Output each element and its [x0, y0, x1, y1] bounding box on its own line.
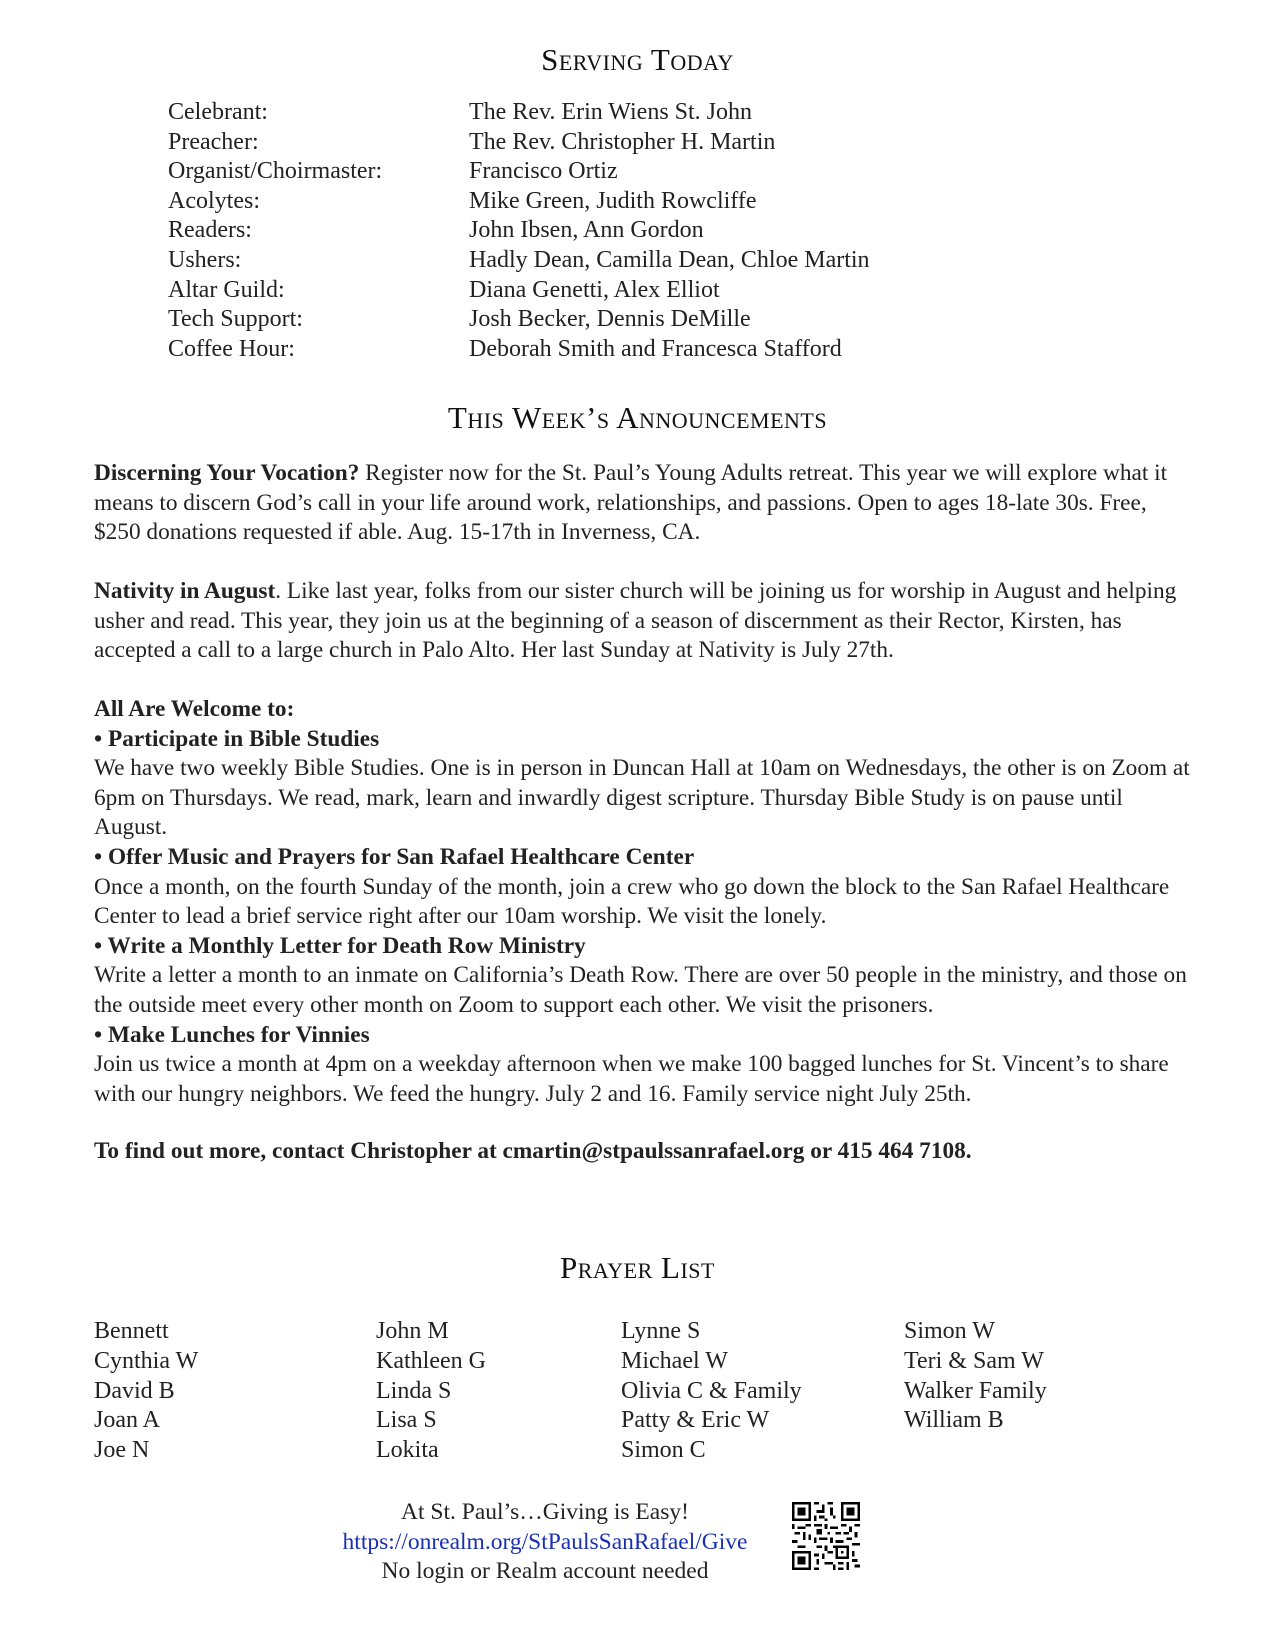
serving-person: The Rev. Christopher H. Martin — [469, 128, 776, 155]
serving-list — [168, 98, 870, 364]
prayer-name: Joan A — [94, 1407, 160, 1434]
serving-row — [168, 246, 870, 276]
prayer-name: Walker Family — [904, 1377, 1047, 1404]
serving-role: Ushers: — [168, 246, 242, 273]
serving-role: Tech Support: — [168, 306, 303, 333]
giving-headline: At St. Paul’s…Giving is Easy! — [401, 1499, 689, 1525]
announcements-title: This Week’s Announcements — [447, 400, 828, 435]
prayer-name: Simon W — [904, 1318, 995, 1344]
ministry-heading: • Offer Music and Prayers for San Rafael Healthcare Center — [94, 843, 695, 870]
giving-link[interactable]: https://onrealm.org/StPaulsSanRafael/Give — [342, 1528, 748, 1555]
welcome-heading: All Are Welcome to: — [94, 696, 295, 722]
serving-row — [168, 187, 870, 217]
prayer-name: Cynthia W — [94, 1347, 199, 1374]
prayer-name: Teri & Sam W — [904, 1347, 1044, 1374]
prayer-name: Joe N — [94, 1437, 150, 1464]
serving-role: Celebrant: — [168, 99, 268, 125]
prayer-name: John M — [376, 1318, 449, 1344]
prayer-name: William B — [904, 1407, 1004, 1434]
prayer-name: David B — [94, 1377, 175, 1404]
ministry-heading: • Participate in Bible Studies — [94, 725, 380, 752]
prayer-name: Simon C — [621, 1437, 706, 1464]
announcement-heading: Discerning Your Vocation? — [94, 460, 360, 486]
prayer-name: Bennett — [94, 1318, 169, 1344]
serving-row — [168, 335, 870, 365]
serving-person: Diana Genetti, Alex Elliot — [469, 276, 720, 303]
prayer-name: Michael W — [621, 1347, 728, 1374]
serving-role: Coffee Hour: — [168, 335, 295, 362]
announcement-heading: Nativity in August — [94, 578, 276, 604]
prayer-name: Kathleen G — [376, 1347, 486, 1374]
serving-person: Deborah Smith and Francesca Stafford — [469, 335, 842, 362]
giving-block — [318, 1498, 772, 1587]
serving-row — [168, 305, 870, 335]
prayer-name: Lisa S — [376, 1407, 437, 1434]
serving-person: Hadly Dean, Camilla Dean, Chloe Martin — [469, 246, 870, 273]
announcement-nativity — [94, 577, 1194, 666]
welcome-section — [94, 695, 1194, 1109]
prayer-name: Lynne S — [621, 1318, 701, 1344]
prayer-name: Olivia C & Family — [621, 1377, 802, 1404]
prayer-name: Lokita — [376, 1437, 439, 1464]
ministry-description: Write a letter a month to an inmate on California’s Death Row. There are over 50 people in the ministry, and those on the outside meet every other month on Zoom to support each other. We visit the prisoners. — [94, 962, 1187, 1018]
serving-title: Serving Today — [541, 42, 734, 77]
serving-row — [168, 128, 870, 158]
serving-row — [168, 216, 870, 246]
announcement-vocation — [94, 459, 1194, 548]
qr-code-icon[interactable] — [792, 1502, 860, 1570]
serving-role: Altar Guild: — [168, 276, 285, 303]
serving-row — [168, 157, 870, 187]
giving-note: No login or Realm account needed — [381, 1558, 709, 1584]
ministry-heading: • Make Lunches for Vinnies — [94, 1021, 370, 1048]
serving-row — [168, 276, 870, 306]
serving-person: Mike Green, Judith Rowcliffe — [469, 187, 757, 214]
serving-row — [168, 98, 870, 128]
prayer-title: Prayer List — [560, 1250, 715, 1285]
ministry-heading: • Write a Monthly Letter for Death Row Ministry — [94, 932, 586, 959]
ministry-description: We have two weekly Bible Studies. One is in person in Duncan Hall at 10am on Wednesdays, the other is on Zoom at 6pm on Thursdays. We read, mark, learn and inwardly digest scripture. Thursday Bible Study is on pause until August. — [94, 755, 1190, 841]
announcement-body: . Like last year, folks from our sister church will be joining us for worship in August and helping usher and read. This year, they join us at the beginning of a season of discernment as their Rector, Kirsten, has accepted a call to a large church in Palo Alto. Her last Sunday at Nativity is July 27th. — [94, 578, 1177, 664]
prayer-name: Patty & Eric W — [621, 1407, 770, 1434]
serving-person: Francisco Ortiz — [469, 158, 618, 185]
serving-role: Preacher: — [168, 128, 259, 155]
prayer-column — [904, 1317, 1047, 1436]
serving-role: Organist/Choirmaster: — [168, 158, 383, 185]
serving-person: John Ibsen, Ann Gordon — [469, 217, 704, 244]
ministry-description: Once a month, on the fourth Sunday of the month, join a crew who go down the block to the San Rafael Healthcare Center to lead a brief service right after our 10am worship. We visit the lonely. — [94, 873, 1170, 930]
prayer-column — [94, 1317, 198, 1466]
ministry-description: Join us twice a month at 4pm on a weekday afternoon when we make 100 bagged lunches for St. Vincent’s to share with our hungry neighbors. We feed the hungry. July 2 and 16. Family service night July 25th. — [94, 1051, 1169, 1107]
contact-line: To find out more, contact Christopher at cmartin@stpaulssanrafael.org or 415 464 7108. — [94, 1138, 972, 1164]
prayer-name: Linda S — [376, 1377, 452, 1404]
serving-role: Acolytes: — [168, 187, 260, 214]
serving-person: Josh Becker, Dennis DeMille — [469, 306, 751, 333]
serving-role: Readers: — [168, 217, 252, 244]
serving-person: The Rev. Erin Wiens St. John — [469, 99, 753, 125]
announcement-body: Register now for the St. Paul’s Young Adults retreat. This year we will explore what it means to discern God’s call in your life around work, relationships, and passions. Open to ages 18-late 30s. Free, $250 donations requested if able. Aug. 15-17th in Inverness, CA. — [94, 460, 1168, 546]
prayer-column — [621, 1317, 802, 1466]
prayer-column — [376, 1317, 486, 1466]
